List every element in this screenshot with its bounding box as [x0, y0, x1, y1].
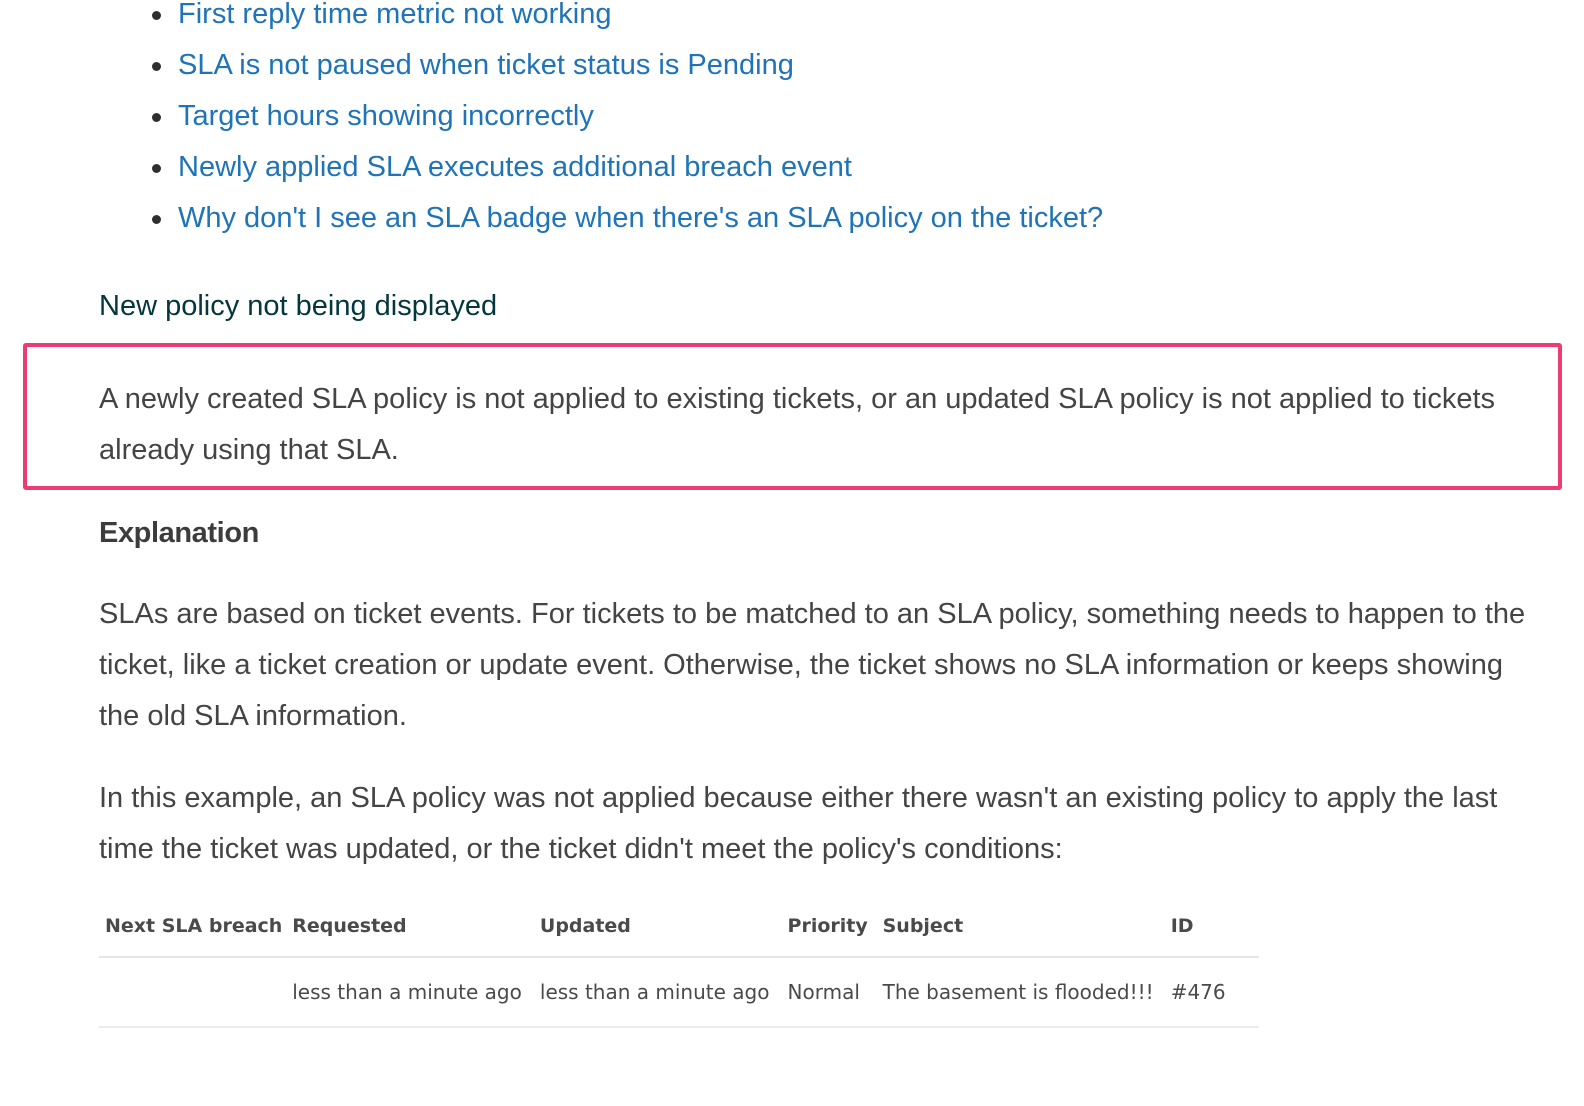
link-additional-breach-event[interactable]: Newly applied SLA executes additional breach event [178, 151, 852, 183]
bullet-icon [152, 11, 161, 20]
cell-id: #476 [1165, 957, 1259, 1027]
cell-next-sla-breach [99, 957, 286, 1027]
column-header-subject[interactable]: Subject [877, 896, 1165, 957]
explanation-heading: Explanation [99, 517, 259, 549]
column-header-priority[interactable]: Priority [782, 896, 877, 957]
cell-priority: Normal [782, 957, 877, 1027]
cell-requested: less than a minute ago [286, 957, 534, 1027]
bullet-icon [152, 62, 161, 71]
example-paragraph: In this example, an SLA policy was not applied because either there wasn't an existing policy to apply the last time the ticket was updated, or the ticket didn't meet the policy's conditions: [99, 782, 1498, 865]
bullet-icon [152, 215, 161, 224]
column-header-next-sla-breach[interactable]: Next SLA breach [99, 896, 286, 957]
explanation-paragraph: SLAs are based on ticket events. For tickets to be matched to an SLA policy, something needs to happen to the ticket, like a ticket creation or update event. Otherwise, the ticket shows no SLA information or keeps showing the old SLA information. [99, 598, 1526, 732]
list-item [150, 0, 1103, 40]
link-sla-badge[interactable]: Why don't I see an SLA badge when there's an SLA policy on the ticket? [178, 202, 1104, 234]
cell-updated: less than a minute ago [534, 957, 782, 1027]
link-first-reply-time[interactable]: First reply time metric not working [178, 0, 612, 30]
table-header-row [99, 896, 1259, 957]
column-header-id[interactable]: ID [1165, 896, 1259, 957]
list-item [150, 91, 1103, 142]
list-item [150, 142, 1103, 193]
cell-subject: The basement is flooded!!! [877, 957, 1165, 1027]
link-sla-not-paused[interactable]: SLA is not paused when ticket status is Pending [178, 49, 794, 81]
bullet-icon [152, 113, 161, 122]
highlighted-paragraph: A newly created SLA policy is not applied to existing tickets, or an updated SLA policy is not applied to tickets already using that SLA. [99, 383, 1496, 466]
column-header-requested[interactable]: Requested [286, 896, 534, 957]
ticket-table [99, 896, 1259, 1028]
link-target-hours[interactable]: Target hours showing incorrectly [178, 100, 594, 132]
table-row[interactable] [99, 957, 1259, 1027]
section-title: New policy not being displayed [99, 290, 498, 322]
bullet-icon [152, 164, 161, 173]
related-articles-list [150, 0, 1103, 244]
list-item [150, 193, 1103, 244]
column-header-updated[interactable]: Updated [534, 896, 782, 957]
list-item [150, 40, 1103, 91]
